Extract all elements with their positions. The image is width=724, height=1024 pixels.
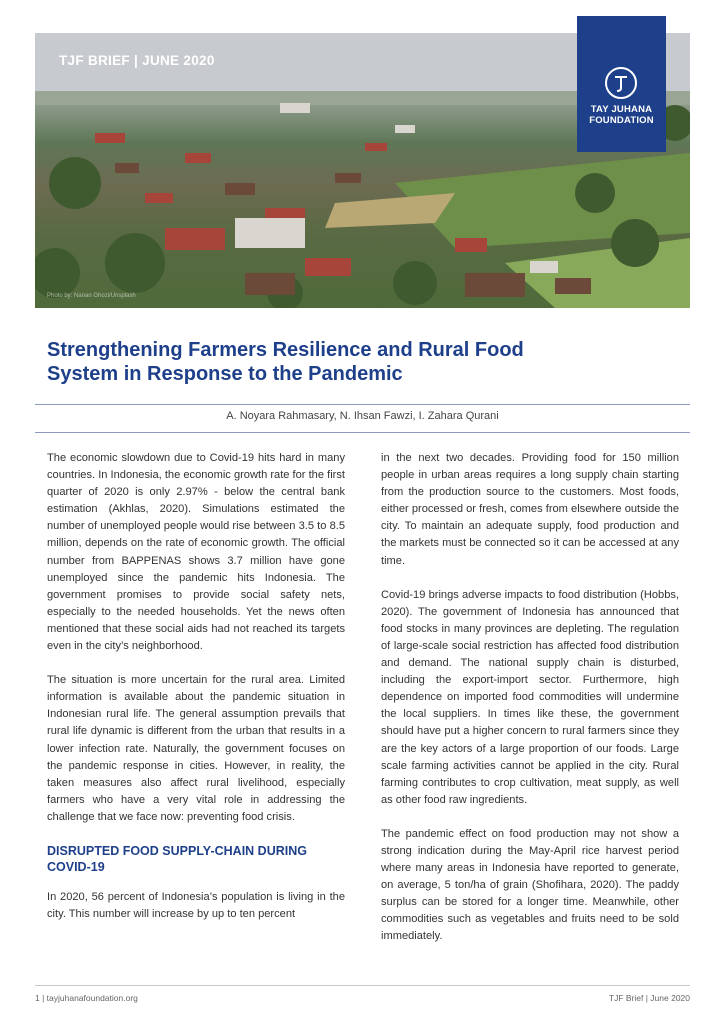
footer-page-url[interactable]: 1 | tayjuhanafoundation.org (35, 993, 138, 1003)
section-heading: DISRUPTED FOOD SUPPLY-CHAIN DURING COVID-19 (47, 843, 307, 874)
paragraph: Covid-19 brings adverse impacts to food distribution (Hobbs, 2020). The government of Indonesia has announced that food stocks in many provinces are depleting. The regulation of large-scale social restriction has affected food distribution and demand. The national supply chain is disturbed, including the export-import sector. Furthermore, high dependence on imported food commodities will undermine the local suppliers. In times like these, the government should have put a higher concern to rural farmers since they are the key actors of a large proportion of our foods. Large scale farming activities cannot be applied in the city. Rural farming contributes to crop cultivation, meat supply, as well as other food raw ingredients. (381, 588, 679, 806)
paragraph: The situation is more uncertain for the rural area. Limited information is available about the pandemic situation in Indonesian rural life. The general assumption prevails that rural life dynamic is different from the urban that results in a lower infection rate. Naturally, the government focuses on the pandemic response in cities. However, in reality, the taken measures also affect rural livelihood, especially farmers who have a very vital role in addressing the challenge that we face now: preventing food crisis. (47, 674, 345, 823)
left-column (47, 450, 345, 940)
authors-line: A. Noyara Rahmasary, N. Ihsan Fawzi, I. Zahara Qurani (226, 410, 499, 422)
brief-label: TJF BRIEF | JUNE 2020 (59, 53, 215, 68)
title-divider-bottom (35, 432, 690, 433)
footer-brief-date: TJF Brief | June 2020 (608, 993, 690, 1003)
logo-text: TAY JUHANA FOUNDATION (589, 104, 654, 126)
paragraph: in the next two decades. Providing food for 150 million people in urban areas requires a long supply chain starting from the production source to the customers. Most foods, either processed or fresh, comes from elsewhere outside the city. To maintain an adequate supply, food production and the markets must be connected so it can be accessed at any time. (381, 452, 679, 567)
page-title: Strengthening Farmers Resilience and Rural Food System in Response to the Pandemic (47, 339, 524, 385)
foundation-logo (577, 16, 666, 152)
paragraph: The economic slowdown due to Covid-19 hits hard in many countries. In Indonesia, the economic growth rate for the first quarter of 2020 is only 2.97% - below the central bank estimation (Akhlas, 2020). Simulations estimated the number of unemployed people would rise between 3.5 to 8.5 million, depends on the rate of economic growth. The official number from BAPPENAS shows 3.7 million have gone unemployed since the pandemic hits Indonesia. The government promises to provide social safety nets, especially to the needed households. Yet the news often mentioned that these social aids had not reached its targets even in the city’s neighborhood. (47, 452, 345, 653)
paragraph: In 2020, 56 percent of Indonesia’s population is living in the city. This number will increase by up to ten percent (47, 890, 345, 921)
photo-credit: Photo by: Nanan Ghozi/Unsplash (47, 293, 136, 299)
footer-divider (35, 985, 690, 986)
title-divider-top (35, 404, 690, 405)
right-column (381, 450, 679, 963)
tj-logo-icon (605, 67, 637, 99)
paragraph: The pandemic effect on food production may not show a strong indication during the May-April rice harvest period where many areas in Indonesia have reported to generate, on average, 5 ton/ha of grain (Shofihara, 2020). The paddy surplus can be stored for a longer time. Meanwhile, other commodities such as vegetables and fruits need to be sold immediately. (381, 827, 679, 943)
